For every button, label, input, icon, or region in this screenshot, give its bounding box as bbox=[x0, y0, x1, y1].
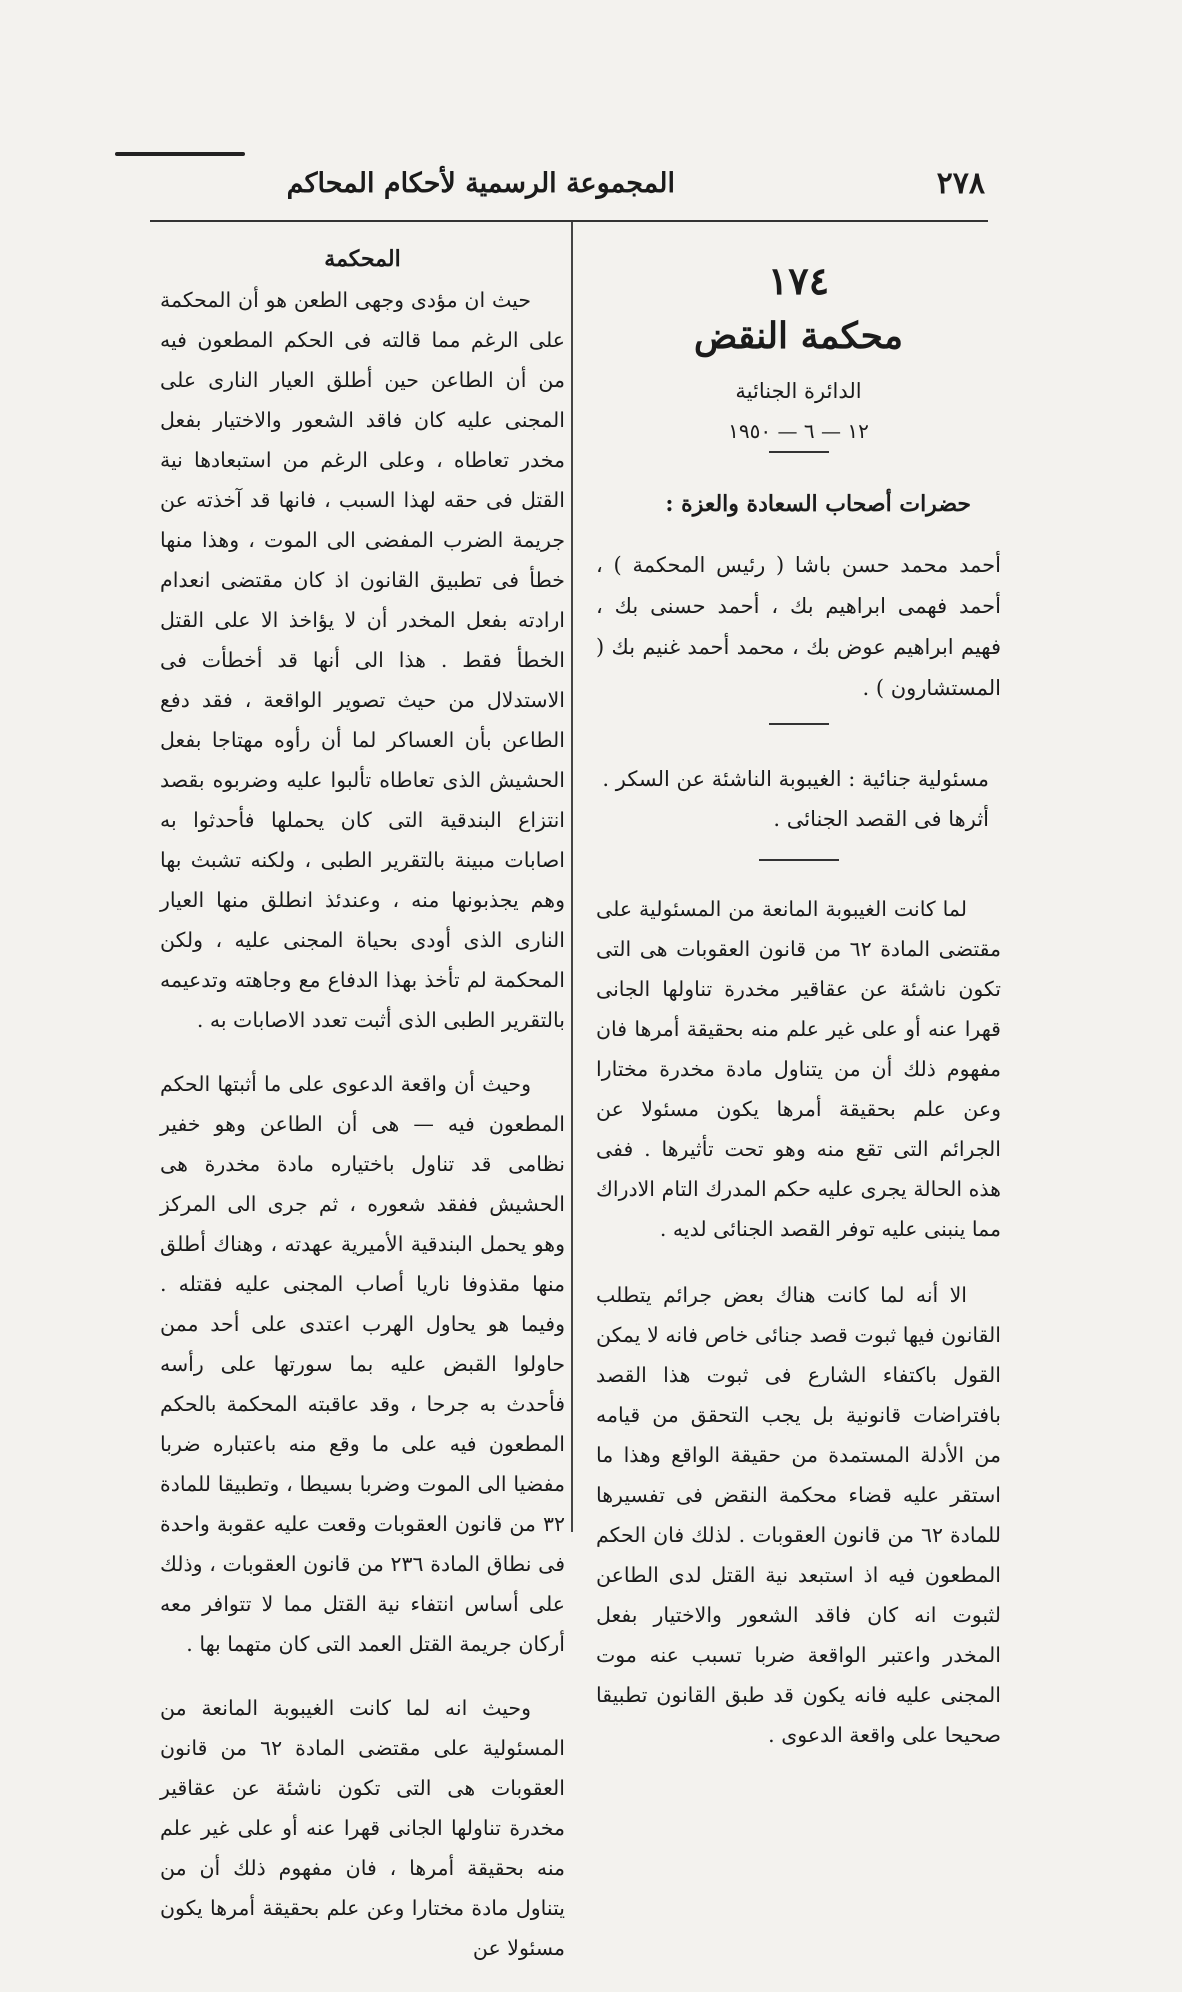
page-header bbox=[115, 166, 985, 206]
date-rule bbox=[769, 451, 829, 453]
judgment-date: ١٢ — ٦ — ١٩٥٠ bbox=[728, 419, 869, 443]
subject-rule bbox=[759, 859, 839, 861]
judgment-body bbox=[160, 280, 565, 1968]
judgment-title: المحكمة bbox=[324, 246, 401, 272]
running-title: المجموعة الرسمية لأحكام المحاكم bbox=[286, 168, 675, 199]
case-subject: مسئولية جنائية : الغيبوبة الناشئة عن السكر . أثرها فى القصد الجنائى . bbox=[602, 767, 989, 831]
principle-paragraph: لما كانت الغيبوبة المانعة من المسئولية على مقتضى المادة ٦٢ من قانون العقوبات هى التى تكون ناشئة عن عقاقير مخدرة تناولها الجانى قهرا عنه أو على غير علم منه بحقيقة أمرها فان مفهوم ذلك أن من يتناول مادة مخدرة مختارا وعن علم بحقيقة أمرها يكون مسئولا عن الجرائم التى تقع منه وهو تحت تأثيرها . ففى هذه الحالة يجرى عليه حكم المدرك التام الادراك مما ينبنى عليه توفر القصد الجنائى لديه . bbox=[596, 897, 1002, 1241]
judgment-paragraph: وحيث أن واقعة الدعوى على ما أثبتها الحكم المطعون فيه — هى أن الطاعن وهو خفير نظامى قد تناول باختياره مادة مخدرة هى الحشيش ففقد شعوره ، ثم جرى الى المركز وهو يحمل البندقية الأميرية عهدته ، وهناك أطلق منها مقذوفا ناريا أصاب المجنى عليه فقتله . وفيما هو يحاول الهرب اعتدى على أحد ممن حاولوا القبض عليه بما سورتها على رأسه فأحدث به جرحا ، وقد عاقبته المحكمة بالحكم المطعون فيه على ما وقع منه باعتباره ضربا مفضيا الى الموت وضربا بسيطا ، وتطبيقا للمادة ٣٢ من قانون العقوبات وقعت عليه عقوبة واحدة فى نطاق المادة ٢٣٦ من قانون العقوبات ، وذلك على أساس انتفاء نية القتل مما لا تتوافر معه أركان جريمة القتل العمد التى كان متهما بها . bbox=[160, 1072, 565, 1656]
header-rule bbox=[150, 220, 988, 222]
legal-principle bbox=[596, 889, 1001, 1755]
members-rule bbox=[769, 723, 829, 725]
case-summary-column bbox=[596, 252, 1001, 1781]
column-divider bbox=[571, 222, 573, 1532]
division-name: الدائرة الجنائية bbox=[735, 379, 862, 403]
judgment-paragraph: وحيث انه لما كانت الغيبوبة المانعة من المسئولية على مقتضى المادة ٦٢ من قانون العقوبات هى التى تكون ناشئة عن عقاقير مخدرة تناولها الجانى قهرا عنه أو على غير علم منه بحقيقة أمرها ، فان مفهوم ذلك أن من يتناول مادة مختارا وعن علم بحقيقة أمرها يكون مسئولا عن bbox=[160, 1696, 565, 1960]
attendance-intro: حضرات أصحاب السعادة والعزة : bbox=[665, 491, 971, 517]
case-number: ١٧٤ bbox=[767, 258, 830, 303]
court-name: محكمة النقض bbox=[693, 315, 904, 357]
principle-paragraph: الا أنه لما كانت هناك بعض جرائم يتطلب القانون فيها ثبوت قصد جنائى خاص فانه لا يمكن القول باكتفاء الشارع فى ثبوت هذا القصد بافتراضات قانونية بل يجب التحقق من قيامه من الأدلة المستمدة من حقيقة الواقع وهذا ما استقر عليه قضاء محكمة النقض فى تفسيرها للمادة ٦٢ من قانون العقوبات . لذلك فان الحكم المطعون فيه اذ استبعد نية القتل لدى الطاعن لثبوت انه كان فاقد الشعور والاختيار بفعل المخدر واعتبر الواقعة ضربا تسبب عنه موت المجنى عليه فانه يكون قد طبق القانون تطبيقا صحيحا على واقعة الدعوى . bbox=[596, 1283, 1001, 1747]
judgment-column bbox=[160, 246, 565, 1992]
top-decorative-rule bbox=[115, 152, 245, 156]
judgment-paragraph: حيث ان مؤدى وجهى الطعن هو أن المحكمة على الرغم مما قالته فى الحكم المطعون فيه من أن الطاعن حين أطلق العيار النارى على المجنى عليه كان فاقد الشعور والاختيار بفعل مخدر تعاطاه ، وعلى الرغم من استبعادها نية القتل فى حقه لهذا السبب ، فانها قد آخذته عن جريمة الضرب المفضى الى الموت ، وهذا منها خطأ فى تطبيق القانون اذ كان مقتضى انعدام ارادته بفعل المخدر أن لا يؤاخذ الا على القتل الخطأ فقط . هذا الى أنها قد أخطأت فى الاستدلال من حيث تصوير الواقعة ، فقد دفع الطاعن بأن العساكر لما أن رأوه مهتاجا بفعل الحشيش الذى تعاطاه تألبوا عليه وضربوه بقصد انتزاع البندقية التى كان يحملها فأحدثوا به اصابات مبينة بالتقرير الطبى ، ولكنه تشبث بها وهم يجذبونها منه ، وعندئذ انطلق منها العيار النارى الذى أودى بحياة المجنى عليه ، ولكن المحكمة لم تأخذ بهذا الدفاع مع وجاهته وتدعيمه بالتقرير الطبى الذى أثبت تعدد الاصابات به . bbox=[160, 288, 565, 1032]
panel-members: أحمد محمد حسن باشا ( رئيس المحكمة ) ، أحمد فهمى ابراهيم بك ، أحمد حسنى بك ، فهيم ابراهيم عوض بك ، محمد أحمد غنيم بك ( المستشارون ) . bbox=[596, 553, 1001, 700]
page-number: ٢٧٨ bbox=[936, 166, 985, 201]
